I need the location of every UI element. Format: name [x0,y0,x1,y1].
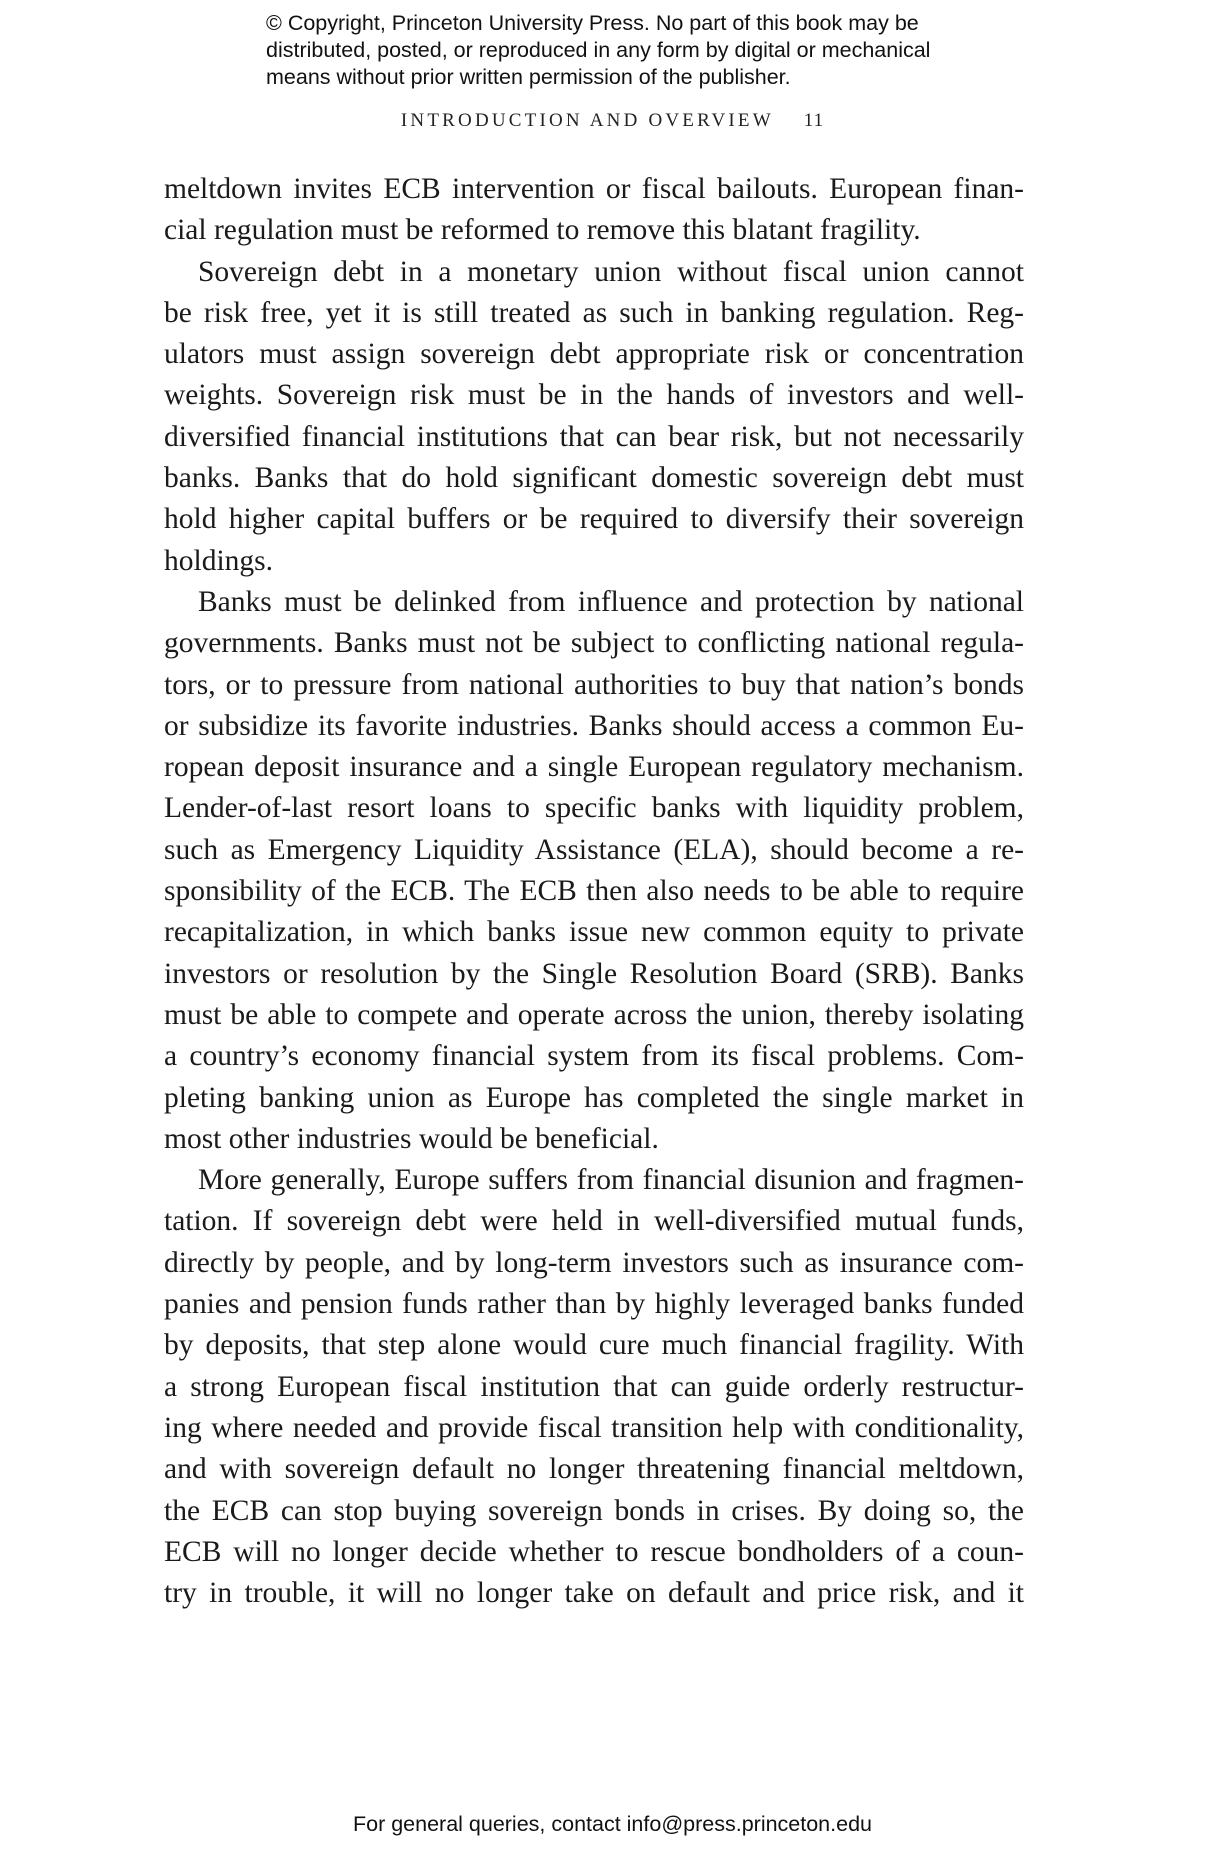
text-line: such as Emergency Liquidity Assistance (ELA), should become a re- [164,833,1024,866]
text-line: cial regulation must be reformed to remove this blatant fragility. [164,214,921,247]
text-line: or subsidize its favorite industries. Banks should access a common Eu- [164,709,1024,742]
paragraph [164,582,1024,1160]
text-line: pleting banking union as Europe has completed the single market in [164,1081,1024,1114]
text-line: by deposits, that step alone would cure much financial fragility. With [164,1329,1024,1362]
text-line: governments. Banks must not be subject to conflicting national regula- [164,627,1024,660]
text-line: holdings. [164,544,273,577]
text-line: ECB will no longer decide whether to rescue bondholders of a coun- [164,1535,1024,1568]
copyright-notice [266,10,1026,91]
running-head-title: INTRODUCTION AND OVERVIEW [400,110,774,131]
text-line: hold higher capital buffers or be required to diversify their sovereign [164,503,1024,536]
text-line: try in trouble, it will no longer take on default and price risk, and it [164,1577,1024,1610]
paragraph [164,252,1024,582]
text-line: ing where needed and provide fiscal transition help with conditionality, [164,1411,1024,1444]
text-line: Lender-of-last resort loans to specific banks with liquidity problem, [164,792,1024,825]
copyright-line: means without prior written permission of the publisher. [266,65,791,89]
text-line: a strong European fiscal institution that can guide orderly restructur- [164,1370,1024,1403]
page-number: 11 [803,110,825,131]
text-line: panies and pension funds rather than by highly leveraged banks funded [164,1288,1024,1321]
copyright-line: © Copyright, Princeton University Press. No part of this book may be [266,11,919,35]
body-text [164,169,1024,1614]
footer-contact: For general queries, contact info@press.princeton.edu [352,1812,872,1836]
paragraph [164,1160,1024,1614]
paragraph [164,169,1024,252]
text-line: a country’s economy financial system from its fiscal problems. Com- [164,1040,1024,1073]
text-line: recapitalization, in which banks issue new common equity to private [164,916,1024,949]
text-line: meltdown invites ECB intervention or fiscal bailouts. European finan- [164,173,1024,205]
text-line: tors, or to pressure from national authorities to buy that nation’s bonds [164,668,1024,701]
text-line: sponsibility of the ECB. The ECB then also needs to be able to require [164,875,1024,908]
text-line: weights. Sovereign risk must be in the hands of investors and well- [164,379,1024,412]
text-line: most other industries would be beneficial. [164,1122,659,1155]
text-line: Sovereign debt in a monetary union without fiscal union cannot [198,255,1024,288]
text-line: ulators must assign sovereign debt appropriate risk or concentration [164,338,1024,371]
text-line: the ECB can stop buying sovereign bonds in crises. By doing so, the [164,1494,1024,1527]
text-line: must be able to compete and operate across the union, thereby isolating [164,998,1024,1031]
copyright-line: distributed, posted, or reproduced in any form by digital or mechanical [266,38,931,62]
text-line: More generally, Europe suffers from financial disunion and fragmen- [198,1164,1024,1197]
text-line: Banks must be delinked from influence and protection by national [198,585,1024,618]
text-line: directly by people, and by long-term investors such as insurance com- [164,1246,1024,1279]
text-line: be risk free, yet it is still treated as such in banking regulation. Reg- [164,296,1024,329]
text-line: ropean deposit insurance and a single European regulatory mechanism. [164,751,1024,784]
text-line: investors or resolution by the Single Resolution Board (SRB). Banks [164,957,1024,990]
text-line: tation. If sovereign debt were held in well-diversified mutual funds, [164,1205,1024,1238]
text-line: banks. Banks that do hold significant domestic sovereign debt must [164,462,1024,495]
text-line: diversified financial institutions that can bear risk, but not necessarily [164,420,1024,453]
running-head [0,110,1225,132]
text-line: and with sovereign default no longer threatening financial meltdown, [164,1453,1024,1486]
